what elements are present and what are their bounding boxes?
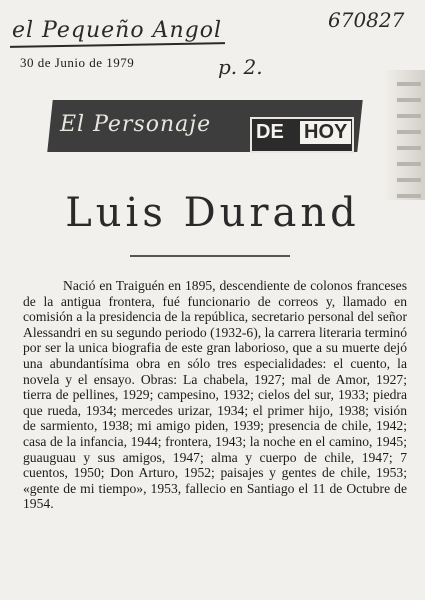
- article-body: Nació en Traiguén en 1895, descendiente de colonos franceses de la antigua frontera, fué funcionario de correos y, llamado en comisión a la presidencia de la república, secretario personal del señor Alessandri en su segundo periodo (1932-6), la carrera literaria terminó por ser la unica biografia de este gran laborioso, que a su muerte dejó una abundantísima obra en sólo tres especialidades: el cuento, la novela y el ensayo. Obras: La chabela, 1927; mal de Amor, 1927; tierra de pellines, 1929; campesino, 1932; cielos del sur, 1933; piedra que rueda, 1934; mercedes urizar, 1934; el primer hijo, 1938; visión de sarmiento, 1938; mi amigo piden, 1939; presencia de chile, 1942; casa de la infancia, 1944; frontera, 1943; la noche en el camino, 1945; guauguau y sus amigos, 1947; alma y cuerpo de chile, 1947; 7 cuentos, 1950; Don Arturo, 1952; paisajes y gentes de chile, 1953; «gente de mi tiempo», 1953, fallecio en Santiago el 11 de Octubre de 1954.: [23, 278, 407, 512]
- bleed-through-shadow: [383, 70, 425, 200]
- handwritten-code: 670827: [328, 8, 405, 32]
- handwritten-source: el Pequeño Angol: [12, 18, 222, 43]
- article-title: Luis Durand: [65, 190, 360, 236]
- title-rule: [130, 255, 290, 257]
- section-banner-title: El Personaje: [60, 112, 212, 137]
- publication-date: 30 de Junio de 1979: [20, 55, 135, 70]
- section-banner-de: DE: [256, 121, 284, 143]
- section-banner-hoy: HOY: [300, 121, 351, 144]
- handwritten-page: p. 2.: [218, 55, 263, 79]
